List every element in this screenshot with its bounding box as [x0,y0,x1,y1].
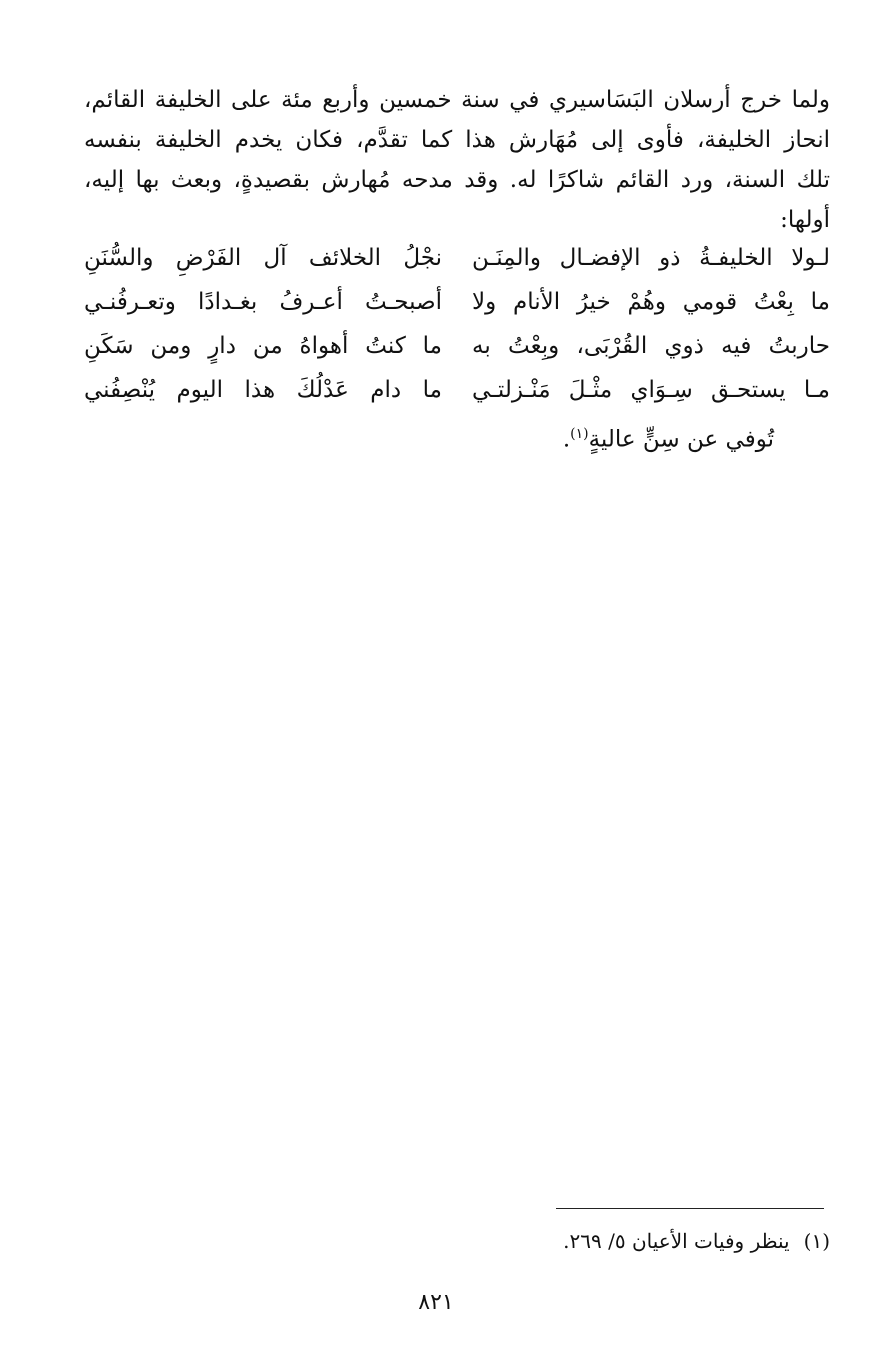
paragraph-line: انحاز الخليفة، فأوى إلى مُهَارش هذا كما تقدَّم، فكان يخدم الخليفة بنفسه [84,127,830,153]
poem-verse [84,236,830,280]
closing-text: تُوفي عن سِنٍّ عاليةٍ [588,426,774,453]
paragraph-line: تلك السنة، ورد القائم شاكرًا له. وقد مدحه مُهارش بقصيدةٍ، وبعث بها إليه، [84,167,830,193]
poem-verse [84,368,830,412]
poem-verse [84,324,830,368]
page-number: ٨٢١ [418,1290,454,1315]
verse-first-hemistich: مـا يستحـق سِـوَاي مثْـلَ مَنْـزلتـي [472,377,830,403]
verse-second-hemistich: نجْلُ الخلائف آل الفَرْضِ والسُّنَنِ [84,245,442,271]
verse-second-hemistich: ما كنتُ أهواهُ من دارٍ ومن سَكَنِ [84,333,442,359]
verse-first-hemistich: لـولا الخليفـةُ ذو الإفضـال والمِنَـن [472,245,830,271]
closing-period: . [562,426,571,453]
closing-sentence [84,412,774,462]
footnote-reference[interactable]: (١) [570,426,589,442]
poem-verse [84,280,830,324]
body-paragraph [84,80,830,240]
verse-second-hemistich: ما دام عَدْلُكَ هذا اليوم يُنْصِفُني [84,377,442,403]
footnote-text: ينظر وفيات الأعيان ٥/ ٢٦٩. [563,1229,790,1253]
verse-first-hemistich: حاربتُ فيه ذوي القُرْبَى، وبِعْتُ به [472,333,830,359]
footnote-divider [556,1208,824,1209]
footnote-marker: (١) [803,1229,830,1253]
poem [84,236,830,412]
verse-first-hemistich: ما بِعْتُ قومي وهُمْ خيرُ الأنام ولا [472,289,830,315]
verse-second-hemistich: أصبحـتُ أعـرفُ بغـدادًا وتعـرفُنـي [84,289,442,315]
paragraph-line: أولها: [780,207,830,233]
paragraph-line: ولما خرج أرسلان البَسَاسيري في سنة خمسين وأربع مئة على الخليفة القائم، [84,87,830,113]
footnote [400,1224,830,1258]
